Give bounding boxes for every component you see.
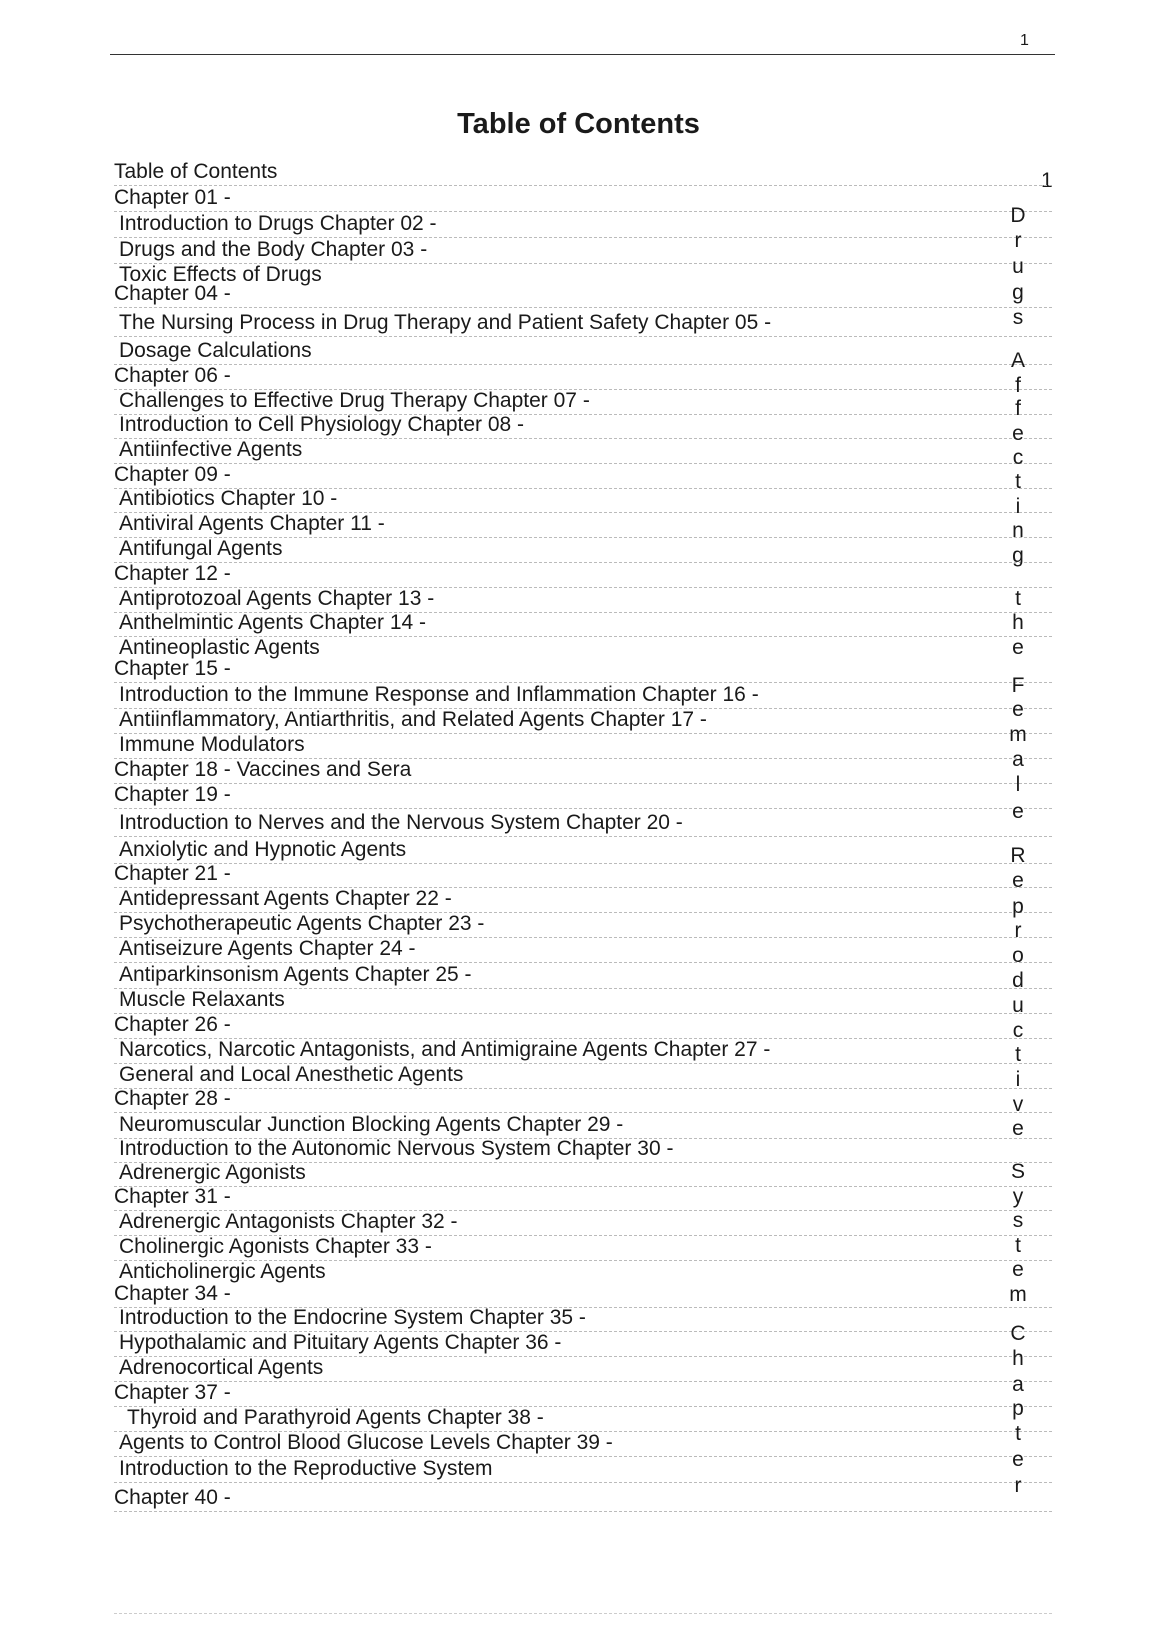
vertical-title-letter: a — [1012, 1373, 1024, 1396]
vertical-title-letter: v — [1012, 1093, 1024, 1116]
vertical-title-letter: s — [1012, 306, 1024, 329]
toc-line[interactable]: Introduction to Drugs Chapter 02 - — [114, 212, 1052, 238]
toc-line[interactable]: Introduction to the Autonomic Nervous System Chapter 30 - — [114, 1137, 1052, 1163]
toc-line[interactable]: Antiinfective Agents — [114, 438, 1052, 464]
toc-line[interactable]: Chapter 21 - — [114, 862, 1052, 888]
toc-line[interactable]: Introduction to Nerves and the Nervous System Chapter 20 - — [114, 811, 1052, 837]
toc-line[interactable]: Antiprotozoal Agents Chapter 13 - — [114, 587, 1052, 613]
toc-line[interactable]: Chapter 12 - — [114, 562, 1052, 588]
toc-line[interactable]: Chapter 06 - — [114, 364, 1052, 390]
toc-line[interactable]: Chapter 19 - — [114, 783, 1052, 809]
toc-line[interactable]: General and Local Anesthetic Agents — [114, 1063, 1052, 1089]
toc-line[interactable]: Chapter 04 - — [114, 282, 1052, 308]
vertical-title-letter: A — [1010, 349, 1025, 372]
vertical-title-letter: g — [1012, 281, 1024, 304]
vertical-title-letter: y — [1012, 1185, 1024, 1208]
vertical-title-letter: g — [1012, 544, 1024, 567]
toc-line[interactable]: Agents to Control Blood Glucose Levels Chapter 39 - — [114, 1431, 1052, 1457]
vertical-title-letter: i — [1015, 495, 1021, 518]
vertical-title-letter: t — [1015, 470, 1021, 493]
vertical-title-letter: F — [1011, 674, 1025, 697]
toc-line[interactable]: Narcotics, Narcotic Antagonists, and Antimigraine Agents Chapter 27 - — [114, 1038, 1052, 1064]
vertical-title-letter: p — [1012, 895, 1024, 918]
toc-line[interactable]: Antiviral Agents Chapter 11 - — [114, 512, 1052, 538]
vertical-title-letter: f — [1015, 374, 1021, 397]
vertical-title-letter: d — [1012, 969, 1024, 992]
vertical-title-letter: t — [1015, 587, 1021, 610]
vertical-title-letter: S — [1010, 1160, 1025, 1183]
toc-line[interactable]: Anxiolytic and Hypnotic Agents — [114, 838, 1052, 864]
vertical-title-letter: i — [1015, 1068, 1021, 1091]
toc-line[interactable]: Antiseizure Agents Chapter 24 - — [114, 937, 1052, 963]
vertical-title-letter: e — [1012, 698, 1024, 721]
toc-line[interactable]: Chapter 26 - — [114, 1013, 1052, 1039]
toc-line[interactable]: Chapter 01 - — [114, 186, 1052, 212]
vertical-title-letter: h — [1012, 1347, 1024, 1370]
vertical-title-letter: r — [1014, 919, 1022, 942]
vertical-title-letter: a — [1012, 748, 1024, 771]
vertical-title-letter: u — [1012, 994, 1024, 1017]
toc-line[interactable]: Antineoplastic Agents — [119, 636, 320, 659]
toc-line[interactable]: Antiparkinsonism Agents Chapter 25 - — [114, 963, 1052, 989]
toc-line[interactable]: Table of Contents — [114, 160, 1052, 186]
toc-line[interactable]: Chapter 37 - — [114, 1381, 1052, 1407]
toc-line[interactable]: Chapter 28 - — [114, 1087, 1052, 1113]
toc-line[interactable]: Immune Modulators — [114, 733, 1052, 759]
vertical-title-letter: e — [1012, 1117, 1024, 1140]
vertical-title-letter: e — [1012, 800, 1024, 823]
toc-line[interactable]: Chapter 09 - — [114, 463, 1052, 489]
footer-dashed-rule — [114, 1613, 1052, 1614]
page-number: 1 — [1020, 32, 1029, 49]
toc-line[interactable]: Antidepressant Agents Chapter 22 - — [114, 887, 1052, 913]
toc-entry-page-number: 1 — [1041, 169, 1053, 192]
vertical-title-letter: e — [1012, 1258, 1024, 1281]
vertical-title-letter: m — [1009, 723, 1027, 746]
toc-line[interactable]: Thyroid and Parathyroid Agents Chapter 38 - — [114, 1406, 1052, 1432]
vertical-title-letter: c — [1012, 1019, 1024, 1042]
toc-line[interactable]: Dosage Calculations — [114, 339, 1052, 365]
vertical-title-letter: u — [1012, 255, 1024, 278]
toc-line[interactable]: Adrenocortical Agents — [114, 1356, 1052, 1382]
toc-line[interactable]: Chapter 18 - Vaccines and Sera — [114, 758, 1052, 784]
toc-line[interactable]: Anticholinergic Agents — [119, 1260, 326, 1283]
vertical-title-letter: h — [1012, 611, 1024, 634]
toc-line[interactable]: Introduction to the Immune Response and Inflammation Chapter 16 - — [114, 683, 1052, 709]
vertical-title-letter: r — [1014, 1474, 1022, 1497]
vertical-title-letter: e — [1012, 869, 1024, 892]
toc-line[interactable]: Introduction to the Reproductive System — [114, 1457, 1052, 1483]
vertical-title-letter: s — [1012, 1209, 1024, 1232]
toc-line[interactable]: Chapter 34 - — [114, 1282, 1052, 1308]
vertical-title-letter: n — [1012, 519, 1024, 542]
toc-line[interactable]: Introduction to the Endocrine System Chapter 35 - — [114, 1306, 1052, 1332]
toc-line[interactable]: Chapter 31 - — [114, 1185, 1052, 1211]
vertical-title-letter: c — [1012, 446, 1024, 469]
page-title: Table of Contents — [457, 108, 700, 140]
vertical-title-letter: l — [1015, 773, 1021, 796]
toc-line[interactable]: Neuromuscular Junction Blocking Agents Chapter 29 - — [114, 1113, 1052, 1139]
vertical-title-letter: r — [1014, 229, 1022, 252]
toc-line[interactable]: Cholinergic Agonists Chapter 33 - — [114, 1235, 1052, 1261]
toc-line[interactable]: Muscle Relaxants — [114, 988, 1052, 1014]
header-rule — [110, 54, 1055, 55]
vertical-title-letter: e — [1012, 422, 1024, 445]
vertical-title-letter: t — [1015, 1043, 1021, 1066]
toc-line[interactable]: Antifungal Agents — [114, 537, 1052, 563]
vertical-title-letter: e — [1012, 636, 1024, 659]
vertical-title-letter: D — [1010, 204, 1026, 227]
vertical-title-letter: o — [1012, 944, 1024, 967]
toc-line[interactable]: Hypothalamic and Pituitary Agents Chapter 36 - — [114, 1331, 1052, 1357]
vertical-title-letter: C — [1010, 1322, 1026, 1345]
toc-line[interactable]: Chapter 15 - — [114, 657, 1052, 683]
toc-line[interactable]: Drugs and the Body Chapter 03 - — [114, 238, 1052, 264]
toc-line[interactable]: Toxic Effects of Drugs — [119, 263, 322, 286]
vertical-title-letter: t — [1015, 1422, 1021, 1445]
toc-line[interactable]: Chapter 40 - — [114, 1486, 1052, 1512]
vertical-title-letter: p — [1012, 1397, 1024, 1420]
vertical-title-letter: t — [1015, 1234, 1021, 1257]
vertical-title-letter: e — [1012, 1448, 1024, 1471]
toc-line[interactable]: Adrenergic Antagonists Chapter 32 - — [114, 1210, 1052, 1236]
toc-line[interactable]: Adrenergic Agonists — [114, 1161, 1052, 1187]
vertical-title-letter: R — [1010, 844, 1026, 867]
toc-line[interactable]: Psychotherapeutic Agents Chapter 23 - — [114, 912, 1052, 938]
vertical-title-letter: f — [1015, 397, 1021, 420]
toc-line[interactable]: Introduction to Cell Physiology Chapter 08 - — [114, 413, 1052, 439]
toc-line[interactable]: Anthelmintic Agents Chapter 14 - — [114, 611, 1052, 637]
toc-line[interactable]: The Nursing Process in Drug Therapy and Patient Safety Chapter 05 - — [114, 311, 1052, 337]
toc-line[interactable]: Antibiotics Chapter 10 - — [114, 487, 1052, 513]
toc-line[interactable]: Challenges to Effective Drug Therapy Chapter 07 - — [114, 389, 1052, 415]
toc-line[interactable]: Antiinflammatory, Antiarthritis, and Related Agents Chapter 17 - — [114, 708, 1052, 734]
vertical-title-letter: m — [1009, 1283, 1027, 1306]
